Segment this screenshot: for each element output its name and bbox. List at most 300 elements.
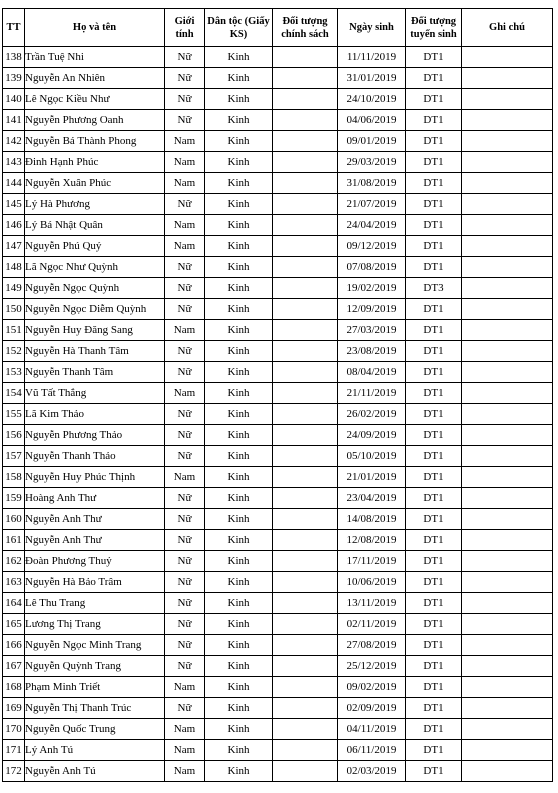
cell-policy <box>273 278 338 299</box>
cell-sex: Nữ <box>165 299 205 320</box>
cell-ethnicity: Kinh <box>205 68 273 89</box>
cell-admission: DT1 <box>406 740 462 761</box>
table-row <box>3 278 553 299</box>
cell-sex: Nữ <box>165 530 205 551</box>
cell-name: Nguyễn Huy Đăng Sang <box>25 320 165 341</box>
cell-dob: 27/03/2019 <box>338 320 406 341</box>
cell-policy <box>273 551 338 572</box>
cell-note <box>462 341 553 362</box>
cell-name: Đinh Hạnh Phúc <box>25 152 165 173</box>
cell-tt: 168 <box>3 677 25 698</box>
cell-name: Lý Bá Nhật Quân <box>25 215 165 236</box>
cell-ethnicity: Kinh <box>205 425 273 446</box>
table-row <box>3 593 553 614</box>
cell-note <box>462 383 553 404</box>
cell-ethnicity: Kinh <box>205 551 273 572</box>
cell-policy <box>273 362 338 383</box>
table-row <box>3 530 553 551</box>
cell-note <box>462 110 553 131</box>
cell-policy <box>273 635 338 656</box>
table-row <box>3 740 553 761</box>
cell-admission: DT1 <box>406 635 462 656</box>
cell-admission: DT1 <box>406 425 462 446</box>
cell-name: Nguyễn Phương Thảo <box>25 425 165 446</box>
cell-name: Nguyễn Hà Thanh Tâm <box>25 341 165 362</box>
cell-tt: 164 <box>3 593 25 614</box>
cell-sex: Nữ <box>165 341 205 362</box>
cell-dob: 04/11/2019 <box>338 719 406 740</box>
cell-note <box>462 194 553 215</box>
cell-note <box>462 551 553 572</box>
cell-name: Nguyễn Ngọc Minh Trang <box>25 635 165 656</box>
cell-sex: Nữ <box>165 404 205 425</box>
cell-admission: DT1 <box>406 89 462 110</box>
table-row <box>3 89 553 110</box>
cell-ethnicity: Kinh <box>205 341 273 362</box>
cell-note <box>462 719 553 740</box>
cell-dob: 23/08/2019 <box>338 341 406 362</box>
cell-admission: DT1 <box>406 320 462 341</box>
cell-dob: 06/11/2019 <box>338 740 406 761</box>
cell-admission: DT1 <box>406 257 462 278</box>
cell-sex: Nữ <box>165 635 205 656</box>
cell-admission: DT1 <box>406 362 462 383</box>
header-row <box>3 9 553 47</box>
cell-ethnicity: Kinh <box>205 614 273 635</box>
cell-policy <box>273 530 338 551</box>
cell-tt: 146 <box>3 215 25 236</box>
cell-admission: DT1 <box>406 677 462 698</box>
cell-sex: Nữ <box>165 488 205 509</box>
cell-note <box>462 257 553 278</box>
cell-name: Lý Hà Phương <box>25 194 165 215</box>
cell-policy <box>273 257 338 278</box>
cell-note <box>462 698 553 719</box>
cell-tt: 151 <box>3 320 25 341</box>
cell-dob: 17/11/2019 <box>338 551 406 572</box>
cell-policy <box>273 341 338 362</box>
table-row <box>3 320 553 341</box>
cell-policy <box>273 761 338 782</box>
cell-admission: DT1 <box>406 719 462 740</box>
cell-dob: 24/04/2019 <box>338 215 406 236</box>
cell-dob: 21/01/2019 <box>338 467 406 488</box>
cell-name: Nguyễn An Nhiên <box>25 68 165 89</box>
cell-policy <box>273 320 338 341</box>
cell-ethnicity: Kinh <box>205 194 273 215</box>
cell-sex: Nam <box>165 215 205 236</box>
cell-tt: 167 <box>3 656 25 677</box>
cell-name: Hoàng Anh Thư <box>25 488 165 509</box>
cell-ethnicity: Kinh <box>205 236 273 257</box>
table-row <box>3 404 553 425</box>
cell-dob: 02/11/2019 <box>338 614 406 635</box>
cell-tt: 139 <box>3 68 25 89</box>
cell-policy <box>273 572 338 593</box>
cell-note <box>462 89 553 110</box>
cell-sex: Nam <box>165 152 205 173</box>
cell-policy <box>273 467 338 488</box>
cell-dob: 19/02/2019 <box>338 278 406 299</box>
table-row <box>3 614 553 635</box>
table-row <box>3 173 553 194</box>
cell-ethnicity: Kinh <box>205 446 273 467</box>
cell-sex: Nữ <box>165 257 205 278</box>
cell-sex: Nam <box>165 320 205 341</box>
table-row <box>3 509 553 530</box>
table-row <box>3 299 553 320</box>
table-row <box>3 635 553 656</box>
cell-sex: Nam <box>165 761 205 782</box>
cell-name: Nguyễn Quỳnh Trang <box>25 656 165 677</box>
cell-sex: Nữ <box>165 572 205 593</box>
cell-dob: 09/02/2019 <box>338 677 406 698</box>
cell-note <box>462 677 553 698</box>
cell-policy <box>273 299 338 320</box>
cell-dob: 21/07/2019 <box>338 194 406 215</box>
cell-tt: 152 <box>3 341 25 362</box>
cell-dob: 23/04/2019 <box>338 488 406 509</box>
cell-policy <box>273 236 338 257</box>
cell-note <box>462 509 553 530</box>
cell-sex: Nam <box>165 719 205 740</box>
cell-tt: 159 <box>3 488 25 509</box>
cell-policy <box>273 152 338 173</box>
cell-sex: Nam <box>165 236 205 257</box>
cell-sex: Nữ <box>165 89 205 110</box>
cell-ethnicity: Kinh <box>205 719 273 740</box>
table-row <box>3 656 553 677</box>
cell-sex: Nam <box>165 740 205 761</box>
header-note: Ghi chú <box>462 9 553 47</box>
cell-tt: 144 <box>3 173 25 194</box>
cell-ethnicity: Kinh <box>205 488 273 509</box>
cell-admission: DT1 <box>406 509 462 530</box>
cell-sex: Nữ <box>165 47 205 68</box>
cell-tt: 165 <box>3 614 25 635</box>
cell-ethnicity: Kinh <box>205 362 273 383</box>
cell-dob: 11/11/2019 <box>338 47 406 68</box>
header-sex: Giới tính <box>165 9 205 47</box>
cell-dob: 24/10/2019 <box>338 89 406 110</box>
header-name: Họ và tên <box>25 9 165 47</box>
cell-policy <box>273 47 338 68</box>
cell-admission: DT1 <box>406 47 462 68</box>
cell-ethnicity: Kinh <box>205 320 273 341</box>
table-row <box>3 47 553 68</box>
cell-admission: DT1 <box>406 152 462 173</box>
header-admission: Đối tượng tuyển sinh <box>406 9 462 47</box>
table-row <box>3 131 553 152</box>
cell-sex: Nữ <box>165 110 205 131</box>
cell-policy <box>273 404 338 425</box>
cell-admission: DT1 <box>406 68 462 89</box>
cell-name: Nguyễn Ngọc Quỳnh <box>25 278 165 299</box>
cell-ethnicity: Kinh <box>205 383 273 404</box>
table-row <box>3 68 553 89</box>
cell-name: Nguyễn Thanh Tâm <box>25 362 165 383</box>
cell-note <box>462 761 553 782</box>
cell-tt: 162 <box>3 551 25 572</box>
cell-admission: DT1 <box>406 656 462 677</box>
cell-sex: Nam <box>165 383 205 404</box>
table-row <box>3 677 553 698</box>
roster-body <box>3 47 553 782</box>
cell-policy <box>273 593 338 614</box>
cell-sex: Nữ <box>165 68 205 89</box>
header-ethnicity: Dân tộc (Giấy KS) <box>205 9 273 47</box>
cell-note <box>462 404 553 425</box>
table-row <box>3 488 553 509</box>
cell-ethnicity: Kinh <box>205 656 273 677</box>
cell-note <box>462 131 553 152</box>
cell-tt: 163 <box>3 572 25 593</box>
cell-ethnicity: Kinh <box>205 593 273 614</box>
cell-admission: DT1 <box>406 551 462 572</box>
table-row <box>3 551 553 572</box>
cell-ethnicity: Kinh <box>205 299 273 320</box>
cell-policy <box>273 446 338 467</box>
header-policy: Đối tượng chính sách <box>273 9 338 47</box>
cell-dob: 27/08/2019 <box>338 635 406 656</box>
cell-name: Phạm Minh Triết <box>25 677 165 698</box>
cell-policy <box>273 425 338 446</box>
cell-sex: Nữ <box>165 551 205 572</box>
table-row <box>3 761 553 782</box>
cell-ethnicity: Kinh <box>205 467 273 488</box>
table-row <box>3 257 553 278</box>
cell-dob: 12/08/2019 <box>338 530 406 551</box>
cell-tt: 148 <box>3 257 25 278</box>
cell-tt: 140 <box>3 89 25 110</box>
table-row <box>3 383 553 404</box>
cell-ethnicity: Kinh <box>205 131 273 152</box>
cell-admission: DT1 <box>406 614 462 635</box>
cell-ethnicity: Kinh <box>205 740 273 761</box>
table-row <box>3 425 553 446</box>
cell-sex: Nữ <box>165 593 205 614</box>
cell-sex: Nữ <box>165 425 205 446</box>
cell-sex: Nữ <box>165 194 205 215</box>
cell-tt: 156 <box>3 425 25 446</box>
cell-admission: DT1 <box>406 299 462 320</box>
cell-sex: Nam <box>165 131 205 152</box>
cell-tt: 171 <box>3 740 25 761</box>
cell-tt: 160 <box>3 509 25 530</box>
cell-ethnicity: Kinh <box>205 47 273 68</box>
cell-policy <box>273 110 338 131</box>
cell-dob: 09/12/2019 <box>338 236 406 257</box>
cell-dob: 05/10/2019 <box>338 446 406 467</box>
table-row <box>3 467 553 488</box>
table-row <box>3 152 553 173</box>
cell-policy <box>273 509 338 530</box>
cell-note <box>462 320 553 341</box>
cell-policy <box>273 173 338 194</box>
cell-ethnicity: Kinh <box>205 110 273 131</box>
cell-sex: Nữ <box>165 614 205 635</box>
cell-admission: DT1 <box>406 572 462 593</box>
cell-admission: DT1 <box>406 110 462 131</box>
cell-note <box>462 152 553 173</box>
cell-ethnicity: Kinh <box>205 152 273 173</box>
cell-ethnicity: Kinh <box>205 509 273 530</box>
cell-name: Nguyễn Thị Thanh Trúc <box>25 698 165 719</box>
cell-dob: 07/08/2019 <box>338 257 406 278</box>
cell-tt: 155 <box>3 404 25 425</box>
header-tt: TT <box>3 9 25 47</box>
cell-tt: 161 <box>3 530 25 551</box>
table-row <box>3 341 553 362</box>
cell-tt: 138 <box>3 47 25 68</box>
cell-name: Lý Anh Tú <box>25 740 165 761</box>
cell-admission: DT1 <box>406 236 462 257</box>
cell-note <box>462 530 553 551</box>
cell-note <box>462 68 553 89</box>
cell-dob: 12/09/2019 <box>338 299 406 320</box>
cell-policy <box>273 89 338 110</box>
cell-sex: Nữ <box>165 509 205 530</box>
cell-ethnicity: Kinh <box>205 677 273 698</box>
cell-tt: 141 <box>3 110 25 131</box>
cell-note <box>462 446 553 467</box>
cell-admission: DT1 <box>406 341 462 362</box>
cell-dob: 26/02/2019 <box>338 404 406 425</box>
cell-tt: 157 <box>3 446 25 467</box>
cell-name: Nguyễn Huy Phúc Thịnh <box>25 467 165 488</box>
cell-tt: 149 <box>3 278 25 299</box>
cell-name: Lê Thu Trang <box>25 593 165 614</box>
cell-tt: 166 <box>3 635 25 656</box>
cell-admission: DT1 <box>406 761 462 782</box>
cell-ethnicity: Kinh <box>205 257 273 278</box>
cell-tt: 147 <box>3 236 25 257</box>
table-row <box>3 572 553 593</box>
cell-policy <box>273 719 338 740</box>
cell-ethnicity: Kinh <box>205 278 273 299</box>
table-row <box>3 110 553 131</box>
cell-tt: 170 <box>3 719 25 740</box>
cell-policy <box>273 740 338 761</box>
cell-admission: DT1 <box>406 215 462 236</box>
cell-admission: DT1 <box>406 383 462 404</box>
cell-sex: Nam <box>165 677 205 698</box>
cell-dob: 02/03/2019 <box>338 761 406 782</box>
cell-dob: 25/12/2019 <box>338 656 406 677</box>
cell-dob: 09/01/2019 <box>338 131 406 152</box>
cell-policy <box>273 677 338 698</box>
cell-name: Nguyễn Quốc Trung <box>25 719 165 740</box>
cell-note <box>462 635 553 656</box>
cell-policy <box>273 383 338 404</box>
cell-note <box>462 593 553 614</box>
cell-note <box>462 173 553 194</box>
cell-dob: 24/09/2019 <box>338 425 406 446</box>
cell-admission: DT1 <box>406 698 462 719</box>
cell-name: Lã Ngọc Như Quỳnh <box>25 257 165 278</box>
cell-ethnicity: Kinh <box>205 173 273 194</box>
cell-dob: 08/04/2019 <box>338 362 406 383</box>
cell-sex: Nữ <box>165 656 205 677</box>
cell-dob: 02/09/2019 <box>338 698 406 719</box>
cell-name: Nguyễn Xuân Phúc <box>25 173 165 194</box>
cell-sex: Nữ <box>165 278 205 299</box>
cell-policy <box>273 614 338 635</box>
cell-ethnicity: Kinh <box>205 698 273 719</box>
cell-ethnicity: Kinh <box>205 635 273 656</box>
cell-name: Trần Tuệ Nhi <box>25 47 165 68</box>
header-dob: Ngày sinh <box>338 9 406 47</box>
cell-tt: 150 <box>3 299 25 320</box>
cell-dob: 31/08/2019 <box>338 173 406 194</box>
cell-ethnicity: Kinh <box>205 215 273 236</box>
cell-policy <box>273 656 338 677</box>
cell-admission: DT1 <box>406 446 462 467</box>
cell-name: Lê Ngọc Kiều Như <box>25 89 165 110</box>
cell-note <box>462 656 553 677</box>
cell-admission: DT1 <box>406 530 462 551</box>
cell-note <box>462 467 553 488</box>
cell-name: Vũ Tất Thắng <box>25 383 165 404</box>
cell-name: Nguyễn Bá Thành Phong <box>25 131 165 152</box>
cell-sex: Nam <box>165 173 205 194</box>
student-roster-table <box>2 8 553 782</box>
cell-dob: 29/03/2019 <box>338 152 406 173</box>
cell-name: Lã Kim Thảo <box>25 404 165 425</box>
cell-dob: 13/11/2019 <box>338 593 406 614</box>
cell-dob: 04/06/2019 <box>338 110 406 131</box>
cell-policy <box>273 215 338 236</box>
cell-note <box>462 740 553 761</box>
table-row <box>3 215 553 236</box>
cell-sex: Nữ <box>165 446 205 467</box>
cell-tt: 169 <box>3 698 25 719</box>
table-row <box>3 194 553 215</box>
cell-tt: 154 <box>3 383 25 404</box>
cell-dob: 21/11/2019 <box>338 383 406 404</box>
cell-sex: Nữ <box>165 362 205 383</box>
table-row <box>3 236 553 257</box>
table-row <box>3 446 553 467</box>
cell-name: Nguyễn Anh Tú <box>25 761 165 782</box>
cell-policy <box>273 194 338 215</box>
cell-tt: 143 <box>3 152 25 173</box>
cell-admission: DT1 <box>406 194 462 215</box>
cell-note <box>462 614 553 635</box>
cell-admission: DT1 <box>406 404 462 425</box>
cell-admission: DT3 <box>406 278 462 299</box>
cell-ethnicity: Kinh <box>205 530 273 551</box>
cell-ethnicity: Kinh <box>205 572 273 593</box>
cell-policy <box>273 68 338 89</box>
cell-name: Nguyễn Thanh Thảo <box>25 446 165 467</box>
cell-sex: Nam <box>165 467 205 488</box>
cell-policy <box>273 488 338 509</box>
cell-dob: 31/01/2019 <box>338 68 406 89</box>
cell-tt: 172 <box>3 761 25 782</box>
cell-admission: DT1 <box>406 173 462 194</box>
cell-policy <box>273 698 338 719</box>
cell-admission: DT1 <box>406 467 462 488</box>
table-row <box>3 719 553 740</box>
cell-tt: 158 <box>3 467 25 488</box>
cell-tt: 153 <box>3 362 25 383</box>
cell-sex: Nữ <box>165 698 205 719</box>
cell-note <box>462 236 553 257</box>
cell-name: Nguyễn Hà Bảo Trâm <box>25 572 165 593</box>
cell-tt: 145 <box>3 194 25 215</box>
cell-dob: 14/08/2019 <box>338 509 406 530</box>
